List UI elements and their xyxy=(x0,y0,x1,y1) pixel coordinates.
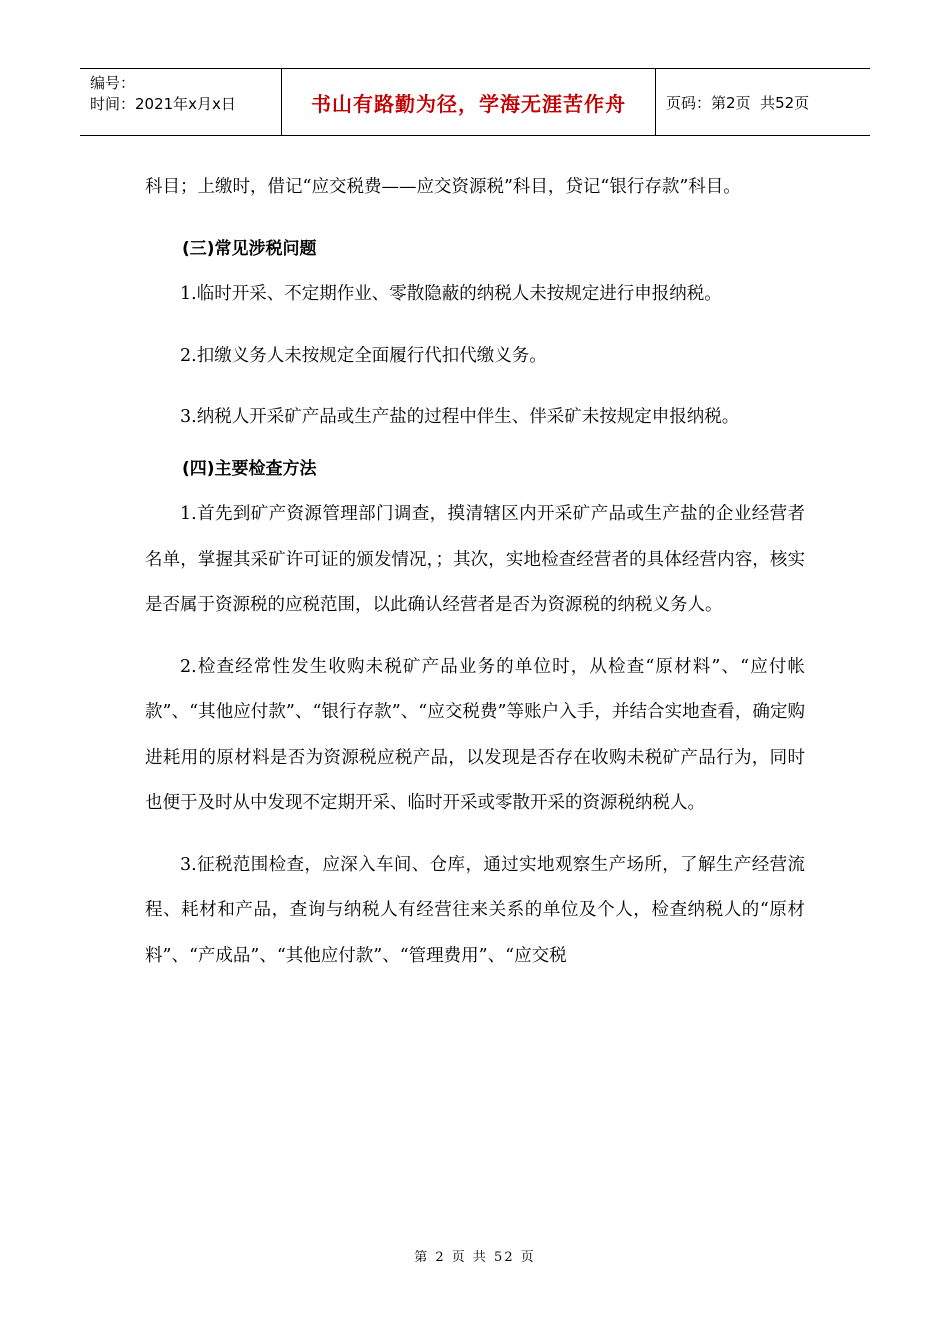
section-heading-4: (四)主要检查方法 xyxy=(182,458,317,479)
header-page-label: 页码：第2页 共52页 xyxy=(666,93,810,112)
paragraph: 2.扣缴义务人未按规定全面履行代扣代缴义务。 xyxy=(180,345,547,366)
page-footer: 第 2 页 共 52 页 xyxy=(414,1250,536,1265)
paragraph: 2.检查经常性发生收购未税矿产品业务的单位时，从检查“原材料”、“应付帐款”、“其他应付款”、“银行存款”、“应交税费”等账户入手，并结合实地查看，确定购进耗用的原材料是否为资源税应税产品，以发现是否存在收购未税矿产品行为，同时也便于及时从中发现不定期开采、临时开采或零散开采的资源税纳税人。 xyxy=(145,656,805,813)
time-label: 时间：2021年x月x日 xyxy=(90,95,236,113)
paragraph: 1.临时开采、不定期作业、零散隐蔽的纳税人未按规定进行申报纳税。 xyxy=(180,284,722,304)
motto: 书山有路勤为径，学海无涯苦作舟 xyxy=(281,69,656,135)
header-meta xyxy=(80,69,281,135)
paragraph: 3.纳税人开采矿产品或生产盐的过程中伴生、伴采矿未按规定申报纳税。 xyxy=(180,407,740,427)
page-header xyxy=(80,68,870,136)
paragraph-continued: 科目；上缴时，借记“应交税费——应交资源税”科目，贷记“银行存款”科目。 xyxy=(145,177,741,197)
number-label: 编号： xyxy=(90,74,136,92)
section-heading-3: (三)常见涉税问题 xyxy=(182,238,317,259)
paragraph: 1.首先到矿产资源管理部门调查，摸清辖区内开采矿产品或生产盐的企业经营者名单，掌握其采矿许可证的颁发情况，；其次，实地检查经营者的具体经营内容，核实是否属于资源税的应税范围，以此确认经营者是否为资源税的纳税义务人。 xyxy=(145,504,805,615)
paragraph: 3.征税范围检查，应深入车间、仓库，通过实地观察生产场所，了解生产经营流程、耗材和产品，查询与纳税人有经营往来关系的单位及个人，检查纳税人的“原材料”、“产成品”、“其他应付款”、“管理费用”、“应交税 xyxy=(145,854,805,966)
document-body xyxy=(145,165,805,979)
